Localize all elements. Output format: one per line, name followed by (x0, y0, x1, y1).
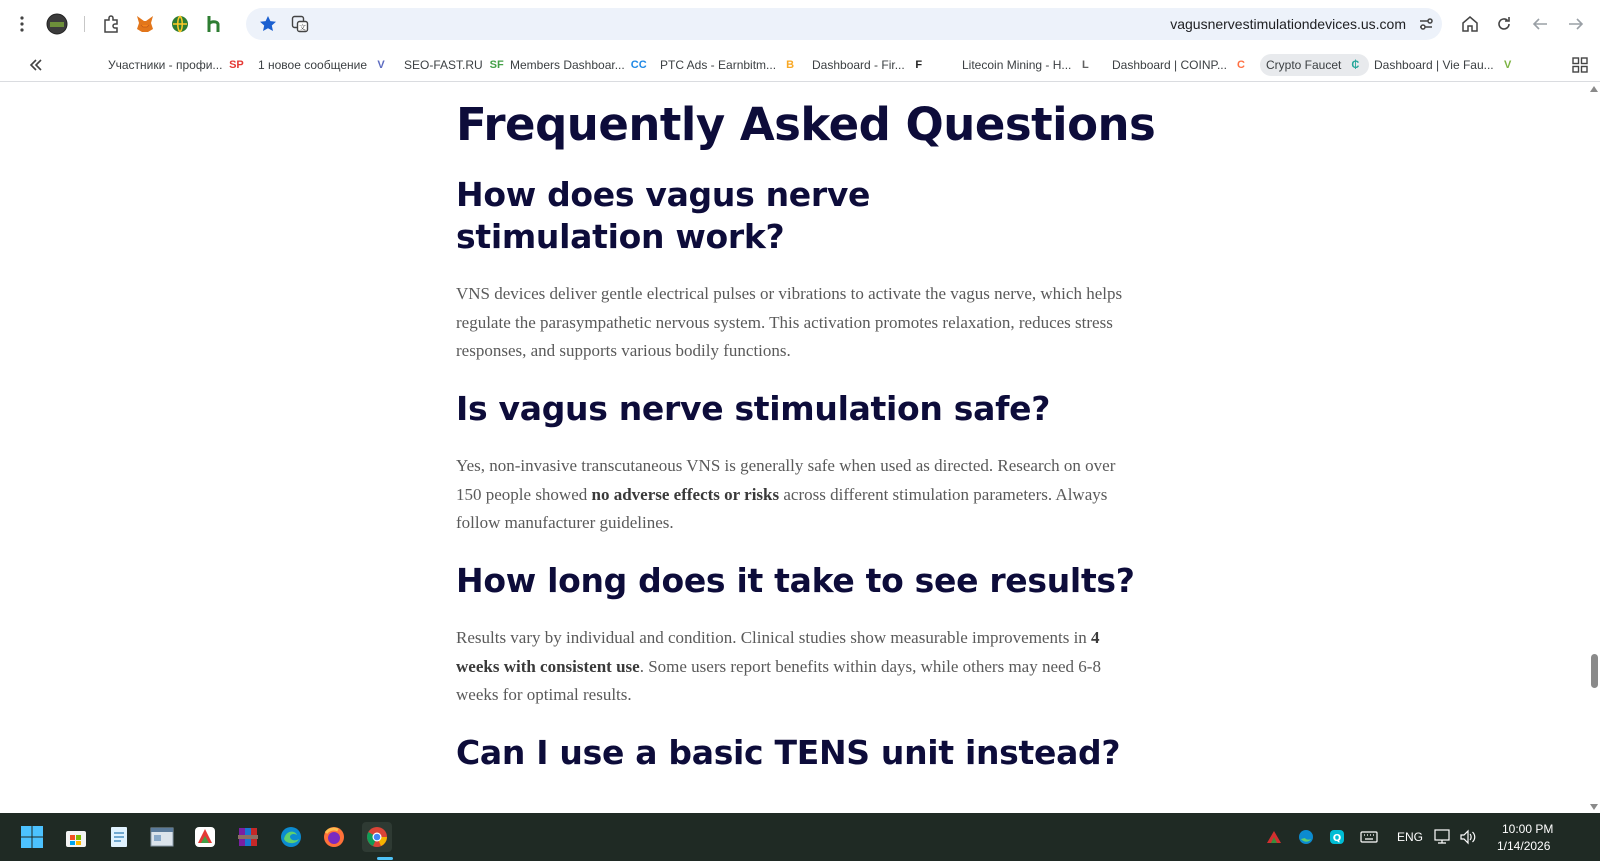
winrar-archive-icon[interactable] (233, 822, 263, 852)
volume-icon[interactable] (1457, 822, 1479, 852)
bookmark-item[interactable] (404, 54, 505, 76)
address-bar[interactable] (246, 8, 1442, 40)
bookmark-favicon-icon: L (1082, 59, 1089, 71)
page-scrollbar[interactable] (1588, 82, 1600, 813)
tray-red-arrow-icon[interactable] (1263, 822, 1285, 852)
file-window-icon[interactable] (147, 822, 177, 852)
answer-emphasis: 4 weeks with consistent use (456, 628, 1100, 676)
toolbar-divider (84, 16, 85, 32)
bookmark-label: Litecoin Mining - H... (962, 58, 1072, 72)
tray-q-app-icon[interactable] (1326, 822, 1348, 852)
bookmark-item[interactable] (1112, 54, 1249, 76)
bookmark-item[interactable] (812, 54, 927, 76)
scroll-up-arrow-icon[interactable] (1590, 86, 1598, 92)
faq-question-4: Can I use a basic TENS unit instead? (456, 733, 1121, 772)
bookmark-favicon-icon: SF (489, 59, 504, 71)
answer-text: across different stimulation parameters. Always follow manufacturer guidelines. (456, 484, 1108, 532)
os-taskbar (0, 813, 1600, 861)
back-arrow-icon[interactable] (1526, 10, 1554, 38)
tray-edge-icon[interactable] (1295, 822, 1317, 852)
bookmark-item[interactable] (510, 54, 647, 76)
bookmark-label: Dashboard | Vie Fau... (1374, 58, 1494, 72)
faq-question-1: How does vagus nerve stimulation work? (456, 175, 871, 256)
extensions-puzzle-icon[interactable] (97, 10, 125, 38)
bookmarks-bar (0, 48, 1600, 82)
menu-kebab-icon[interactable] (8, 10, 36, 38)
answer-text: Results vary by individual and condition. Clinical studies show measurable improvements in (456, 628, 1092, 647)
page-content (0, 82, 1588, 813)
translate-icon[interactable] (286, 10, 314, 38)
wps-office-icon[interactable] (190, 822, 220, 852)
windows-start-icon[interactable] (17, 822, 47, 852)
bookmark-favicon-icon: SP (229, 59, 244, 71)
bookmark-label: Members Dashboar... (510, 58, 625, 72)
network-icon[interactable] (1432, 822, 1454, 852)
faq-question-3: How long does it take to see results? (456, 561, 1135, 600)
bookmark-item[interactable] (660, 54, 798, 76)
edge-browser-icon[interactable] (276, 822, 306, 852)
bookmark-label: PTC Ads - Earnbitm... (660, 58, 777, 72)
answer-text: Yes, non-invasive transcutaneous VNS is generally safe when used as directed. Research on over 150 people showed (456, 456, 1116, 504)
reload-icon[interactable] (1490, 10, 1518, 38)
bookmark-favicon-icon: B (786, 59, 795, 71)
bookmark-item[interactable] (108, 54, 244, 76)
bookmark-star-icon[interactable] (254, 10, 282, 38)
chrome-browser-icon[interactable] (362, 822, 392, 852)
bookmark-label: 1 новое сообщение (258, 58, 368, 72)
firefox-browser-icon[interactable] (319, 822, 349, 852)
bookmark-favicon-icon: V (377, 59, 385, 71)
profile-avatar-icon[interactable] (43, 10, 71, 38)
bookmark-label: Участники - профи... (108, 58, 223, 72)
bookmark-favicon-icon: C (1236, 59, 1245, 71)
faq-answer-2 (456, 452, 1132, 538)
browser-toolbar (0, 0, 1600, 48)
clock-time[interactable]: 10:00 PM (1502, 822, 1554, 836)
answer-text: . Some users report benefits within days, while others may need 6-8 weeks for optimal results. (456, 656, 1101, 704)
metamask-fox-icon[interactable] (131, 10, 159, 38)
faq-answer-1 (456, 280, 1132, 366)
bookmark-item[interactable] (258, 54, 389, 76)
bookmark-label: Dashboard - Fir... (812, 58, 905, 72)
keyboard-icon[interactable] (1358, 822, 1380, 852)
bookmark-item[interactable] (1374, 54, 1516, 76)
clock-date[interactable]: 1/14/2026 (1497, 839, 1551, 853)
bookmark-item[interactable] (1260, 54, 1369, 76)
bookmark-label: SEO-FAST.RU (404, 58, 483, 72)
microsoft-store-icon[interactable] (61, 822, 91, 852)
bookmark-label: Dashboard | COINP... (1112, 58, 1227, 72)
url-text: vagusnervestimulationdevices.us.com (1170, 16, 1406, 32)
scroll-down-arrow-icon[interactable] (1590, 804, 1598, 810)
active-app-indicator (377, 857, 393, 860)
bookmark-label: Crypto Faucet (1266, 58, 1342, 72)
bookmark-favicon-icon: F (915, 59, 923, 71)
globe-extension-icon[interactable] (166, 10, 194, 38)
svg-text:文: 文 (299, 23, 306, 32)
faq-answer-3 (456, 624, 1132, 710)
h-extension-icon[interactable] (201, 10, 229, 38)
faq-question-2: Is vagus nerve stimulation safe? (456, 389, 1051, 428)
forward-arrow-icon[interactable] (1562, 10, 1590, 38)
home-icon[interactable] (1456, 10, 1484, 38)
site-settings-icon[interactable] (1412, 10, 1440, 38)
double-chevron-left-icon[interactable] (22, 51, 50, 79)
notepad-app-icon[interactable] (104, 822, 134, 852)
answer-emphasis: no adverse effects or risks (591, 484, 780, 504)
bookmark-favicon-icon: ₵ (1351, 59, 1360, 71)
scrollbar-thumb[interactable] (1591, 654, 1598, 688)
language-indicator[interactable]: ENG (1397, 830, 1424, 844)
bookmark-favicon-icon: CC (630, 59, 647, 71)
svg-text:Q: Q (1332, 833, 1342, 844)
page-title: Frequently Asked Questions (456, 98, 1156, 151)
bookmark-favicon-icon: V (1503, 59, 1512, 71)
answer-text: VNS devices deliver gentle electrical pulses or vibrations to activate the vagus nerve, which helps regulate the parasympathetic nervous system. This activation promotes relaxation, reduces stress responses, and supports various bodily functions. (456, 284, 1123, 360)
bookmark-item[interactable] (962, 54, 1093, 76)
apps-grid-icon[interactable] (1566, 51, 1594, 79)
